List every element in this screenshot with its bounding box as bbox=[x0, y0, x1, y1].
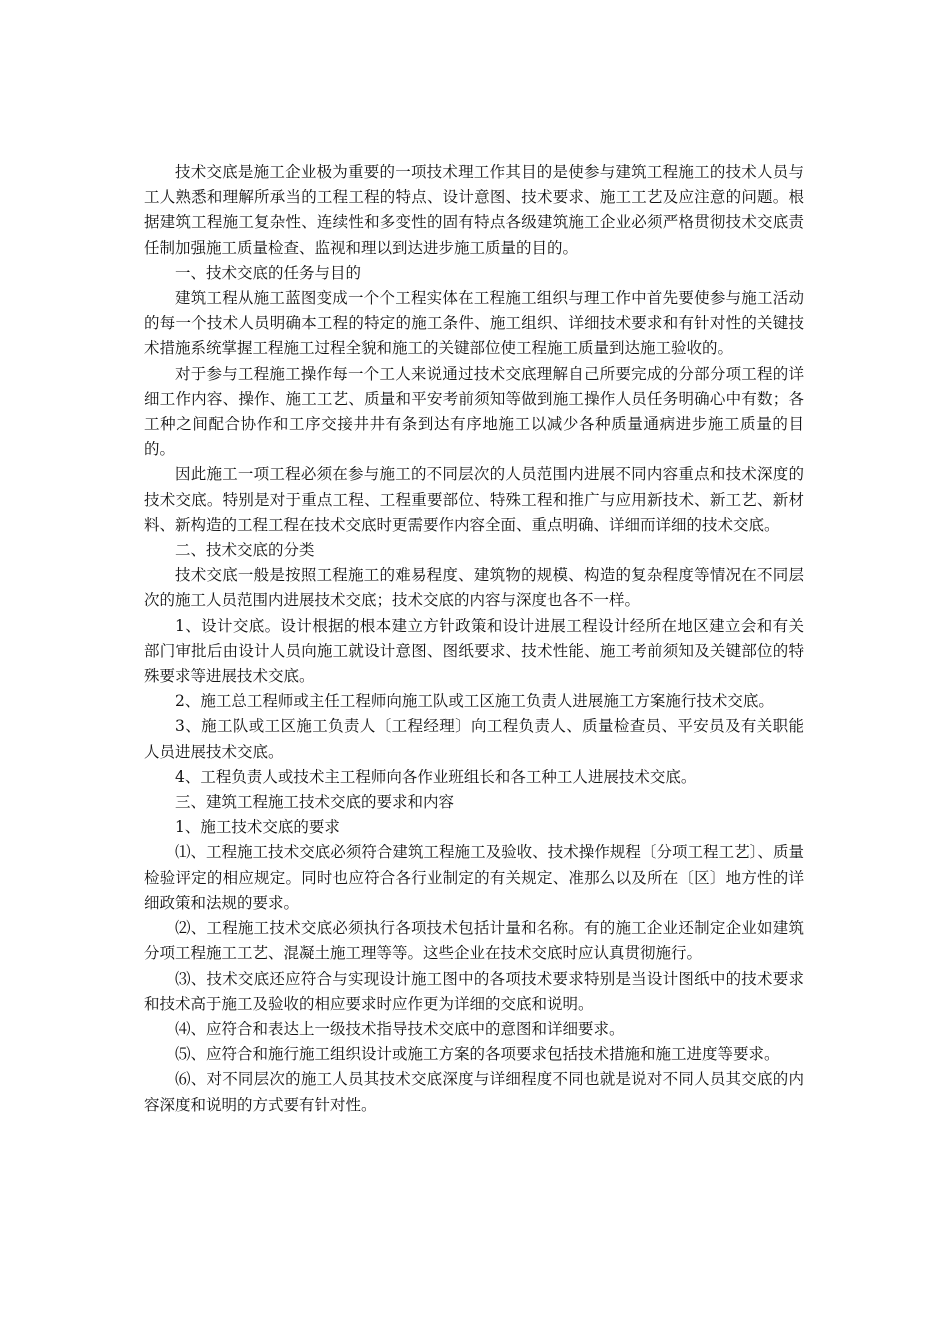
section-heading-1: 一、技术交底的任务与目的 bbox=[175, 263, 362, 282]
list-item: ⑸、应符合和施行施工组织设计或施工方案的各项要求包括技术措施和施工进度等要求。 bbox=[175, 1045, 780, 1064]
list-item: 1、设计交底。设计根据的根本建立方针政策和设计进展工程设计经所在地区建立会和有关部门审批后由设计人员向施工就设计意图、图纸要求、技术性能、施工考前须知及关键部位的特殊要求等进展技术交底。 bbox=[144, 616, 804, 686]
list-item: ⑹、对不同层次的施工人员其技术交底深度与详细程度不同也就是说对不同人员其交底的内容深度和说明的方式要有针对性。 bbox=[144, 1070, 804, 1114]
intro-paragraph: 技术交底是施工企业极为重要的一项技术理工作其目的是使参与建筑工程施工的技术人员与工人熟悉和理解所承当的工程工程的特点、设计意图、技术要求、施工工艺及应注意的问题。根据建筑工程施工复杂性、连续性和多变性的固有特点各级建筑施工企业必须严格贯彻技术交底责任制加强施工质量检查、监视和理以到达进步施工质量的目的。 bbox=[144, 163, 804, 257]
subsection-heading: 1、施工技术交底的要求 bbox=[175, 818, 340, 837]
list-item: 3、施工队或工区施工负责人〔工程经理〕向工程负责人、质量检查员、平安员及有关职能人员进展技术交底。 bbox=[144, 717, 804, 761]
list-item: ⑶、技术交底还应符合与实现设计施工图中的各项技术要求特别是当设计图纸中的技术要求和技术高于施工及验收的相应要求时应作更为详细的交底和说明。 bbox=[144, 969, 804, 1013]
section-heading-3: 三、建筑工程施工技术交底的要求和内容 bbox=[175, 793, 455, 812]
section-heading-2: 二、技术交底的分类 bbox=[175, 541, 315, 560]
list-item: ⑴、工程施工技术交底必须符合建筑工程施工及验收、技术操作规程〔分项工程工艺〕、质量检验评定的相应规定。同时也应符合各行业制定的有关规定、准那么以及所在〔区〕地方性的详细政策和法规的要求。 bbox=[144, 843, 804, 912]
list-item: 4、工程负责人或技术主工程师向各作业班组长和各工种工人进展技术交底。 bbox=[175, 767, 697, 786]
list-item: ⑷、应符合和表达上一级技术指导技术交底中的意图和详细要求。 bbox=[175, 1019, 625, 1038]
body-paragraph: 对于参与工程施工操作每一个工人来说通过技术交底理解自己所要完成的分部分项工程的详细工作内容、操作、施工工艺、质量和平安考前须知等做到施工操作人员任务明确心中有数；各工种之间配合协作和工序交接井井有条到达有序地施工以减少各种质量通病进步施工质量的目的。 bbox=[144, 364, 804, 459]
document-body bbox=[144, 160, 804, 1118]
list-item: 2、施工总工程师或主任工程师向施工队或工区施工负责人进展施工方案施行技术交底。 bbox=[175, 692, 774, 711]
body-paragraph: 建筑工程从施工蓝图变成一个个工程实体在工程施工组织与理工作中首先要使参与施工活动的每一个技术人员明确本工程的特定的施工条件、施工组织、详细技术要求和有针对性的关键技术措施系统掌握工程施工过程全貌和施工的关键部位使工程施工质量到达施工验收的。 bbox=[144, 289, 804, 358]
body-paragraph: 因此施工一项工程必须在参与施工的不同层次的人员范围内进展不同内容重点和技术深度的技术交底。特别是对于重点工程、工程重要部位、特殊工程和推广与应用新技术、新工艺、新材料、新构造的工程工程在技术交底时更需要作内容全面、重点明确、详细而详细的技术交底。 bbox=[144, 465, 804, 534]
list-item: ⑵、工程施工技术交底必须执行各项技术包括计量和名称。有的施工企业还制定企业如建筑分项工程施工工艺、混凝土施工理等等。这些企业在技术交底时应认真贯彻施行。 bbox=[144, 919, 804, 963]
body-paragraph: 技术交底一般是按照工程施工的难易程度、建筑物的规模、构造的复杂程度等情况在不同层次的施工人员范围内进展技术交底；技术交底的内容与深度也各不一样。 bbox=[144, 566, 804, 610]
